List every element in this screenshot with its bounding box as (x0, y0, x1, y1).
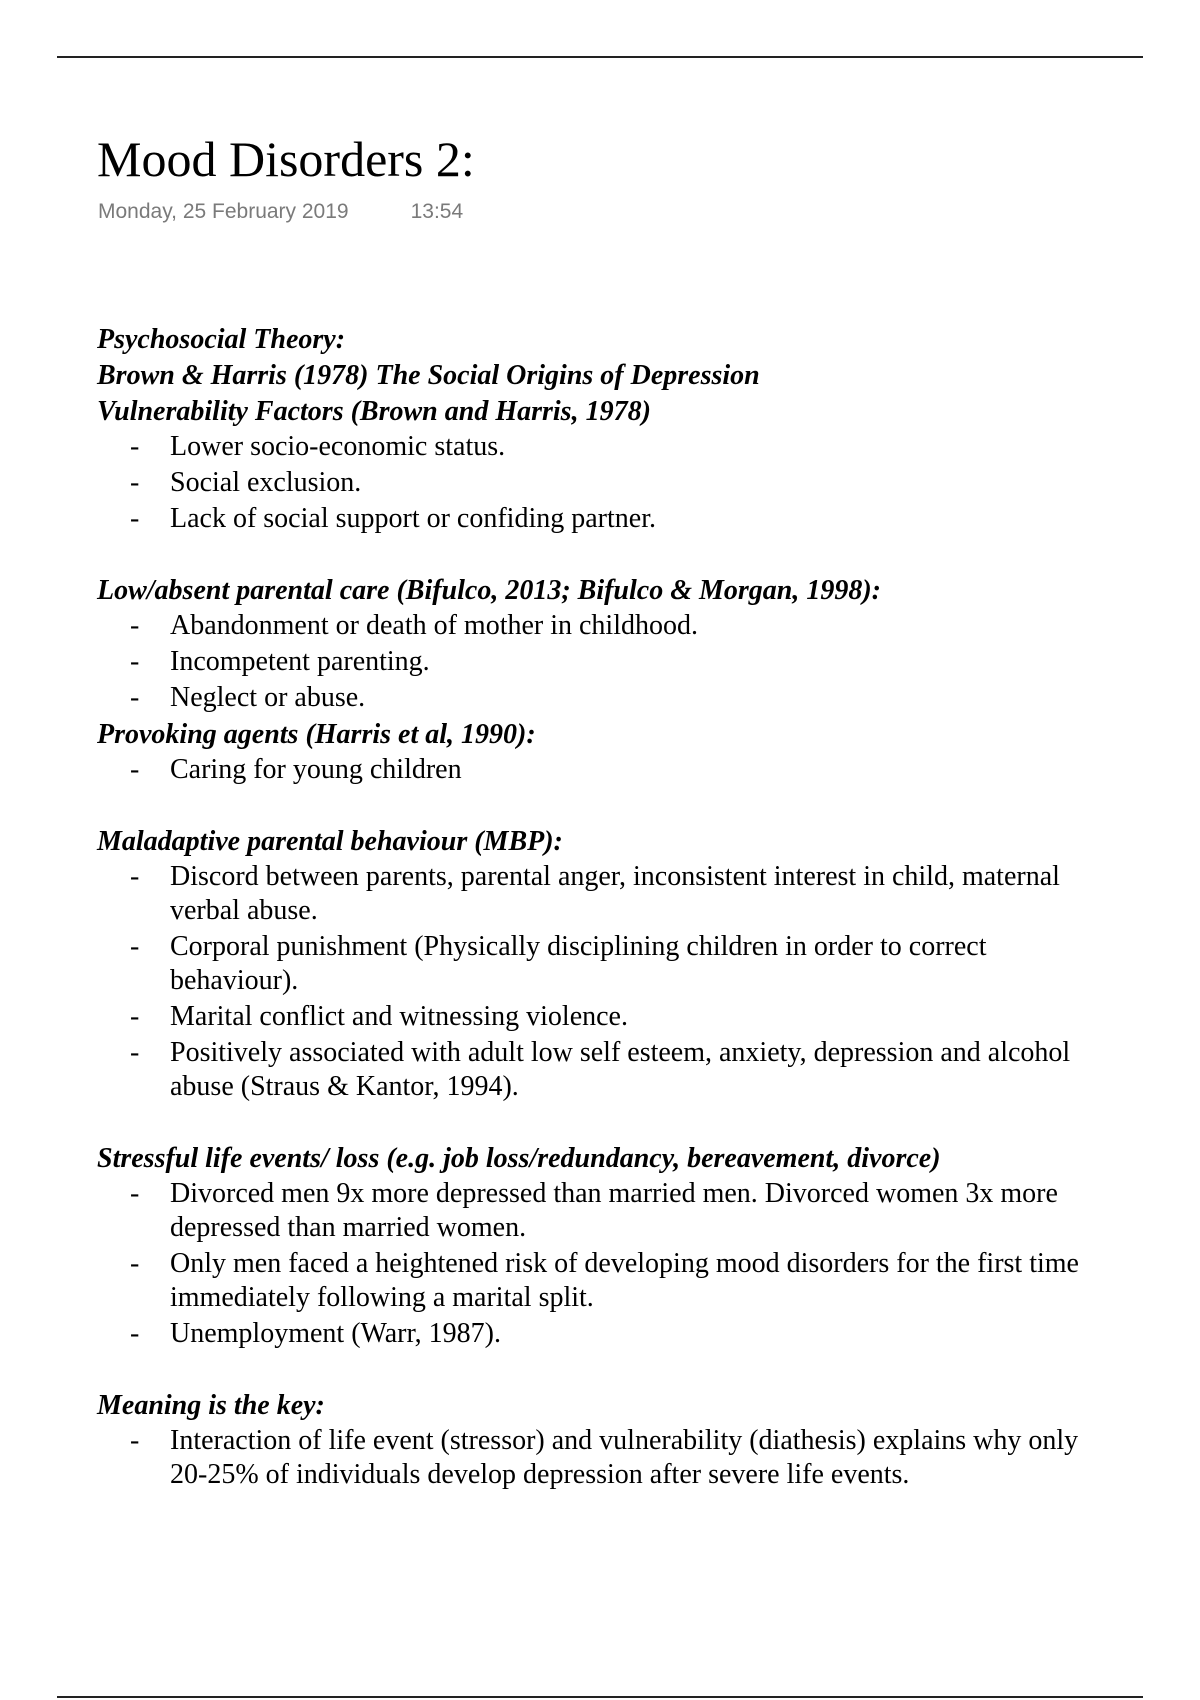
bullet-dash: - (130, 931, 140, 962)
list-item (97, 681, 1107, 715)
list-item-text: Abandonment or death of mother in childhood. (170, 610, 698, 641)
bullet-dash: - (130, 467, 140, 498)
list-item (97, 930, 1107, 998)
note-time: 13:54 (410, 200, 464, 223)
list-item (97, 1424, 1107, 1492)
note-body (97, 322, 1107, 1494)
list-item (97, 860, 1107, 928)
bullet-list (97, 1424, 1107, 1492)
bullet-dash: - (130, 610, 140, 641)
bullet-list (97, 860, 1107, 1104)
list-item-text: Lack of social support or confiding partner. (170, 503, 656, 534)
list-item-text: Interaction of life event (stressor) and vulnerability (diathesis) explains why only 20-25% of individuals develop depression after severe life events. (170, 1425, 1079, 1490)
section-heading: Psychosocial Theory: (97, 324, 346, 355)
bottom-divider (57, 1696, 1143, 1698)
list-item-text: Social exclusion. (170, 467, 362, 498)
bullet-list (97, 609, 1107, 715)
list-item-text: Lower socio-economic status. (170, 431, 506, 462)
list-item (97, 1036, 1107, 1104)
note-date: Monday, 25 February 2019 (98, 200, 349, 223)
section-heading: Maladaptive parental behaviour (MBP): (97, 826, 563, 857)
list-item-text: Marital conflict and witnessing violence. (170, 1001, 628, 1032)
top-divider (57, 56, 1143, 58)
bullet-dash: - (130, 646, 140, 677)
section-heading: Vulnerability Factors (Brown and Harris, 1978) (97, 396, 651, 427)
list-item-text: Corporal punishment (Physically disciplining children in order to correct behaviour). (170, 931, 987, 996)
list-item-text: Divorced men 9x more depressed than married men. Divorced women 3x more depressed than married women. (170, 1178, 1058, 1243)
bullet-dash: - (130, 754, 140, 785)
bullet-dash: - (130, 1178, 140, 1209)
section-heading: Stressful life events/ loss (e.g. job loss/redundancy, bereavement, divorce) (97, 1143, 941, 1174)
list-item-text: Positively associated with adult low self esteem, anxiety, depression and alcohol abuse (Straus & Kantor, 1994). (170, 1037, 1071, 1102)
page-title: Mood Disorders 2: (97, 131, 475, 187)
section-heading: Low/absent parental care (Bifulco, 2013; Bifulco & Morgan, 1998): (97, 575, 881, 606)
list-item (97, 609, 1107, 643)
list-item-text: Caring for young children (170, 754, 462, 785)
note-timestamp (98, 200, 463, 224)
bullet-dash: - (130, 1001, 140, 1032)
list-item-text: Unemployment (Warr, 1987). (170, 1318, 501, 1349)
bullet-list (97, 753, 1107, 787)
bullet-dash: - (130, 682, 140, 713)
bullet-dash: - (130, 503, 140, 534)
list-item (97, 430, 1107, 464)
bullet-dash: - (130, 1425, 140, 1456)
list-item-text: Neglect or abuse. (170, 682, 366, 713)
bullet-dash: - (130, 1248, 140, 1279)
bullet-list (97, 430, 1107, 536)
bullet-list (97, 1177, 1107, 1351)
list-item-text: Only men faced a heightened risk of developing mood disorders for the first time immediately following a marital split. (170, 1248, 1079, 1313)
list-item-text: Discord between parents, parental anger, inconsistent interest in child, maternal verbal abuse. (170, 861, 1060, 926)
list-item (97, 645, 1107, 679)
list-item (97, 1247, 1107, 1315)
bullet-dash: - (130, 431, 140, 462)
section-heading: Meaning is the key: (97, 1390, 325, 1421)
bullet-dash: - (130, 861, 140, 892)
list-item (97, 753, 1107, 787)
list-item (97, 1177, 1107, 1245)
list-item-text: Incompetent parenting. (170, 646, 430, 677)
section-heading: Brown & Harris (1978) The Social Origins of Depression (97, 360, 760, 391)
list-item (97, 466, 1107, 500)
list-item (97, 502, 1107, 536)
list-item (97, 1317, 1107, 1351)
list-item (97, 1000, 1107, 1034)
bullet-dash: - (130, 1037, 140, 1068)
section-heading: Provoking agents (Harris et al, 1990): (97, 719, 536, 750)
bullet-dash: - (130, 1318, 140, 1349)
